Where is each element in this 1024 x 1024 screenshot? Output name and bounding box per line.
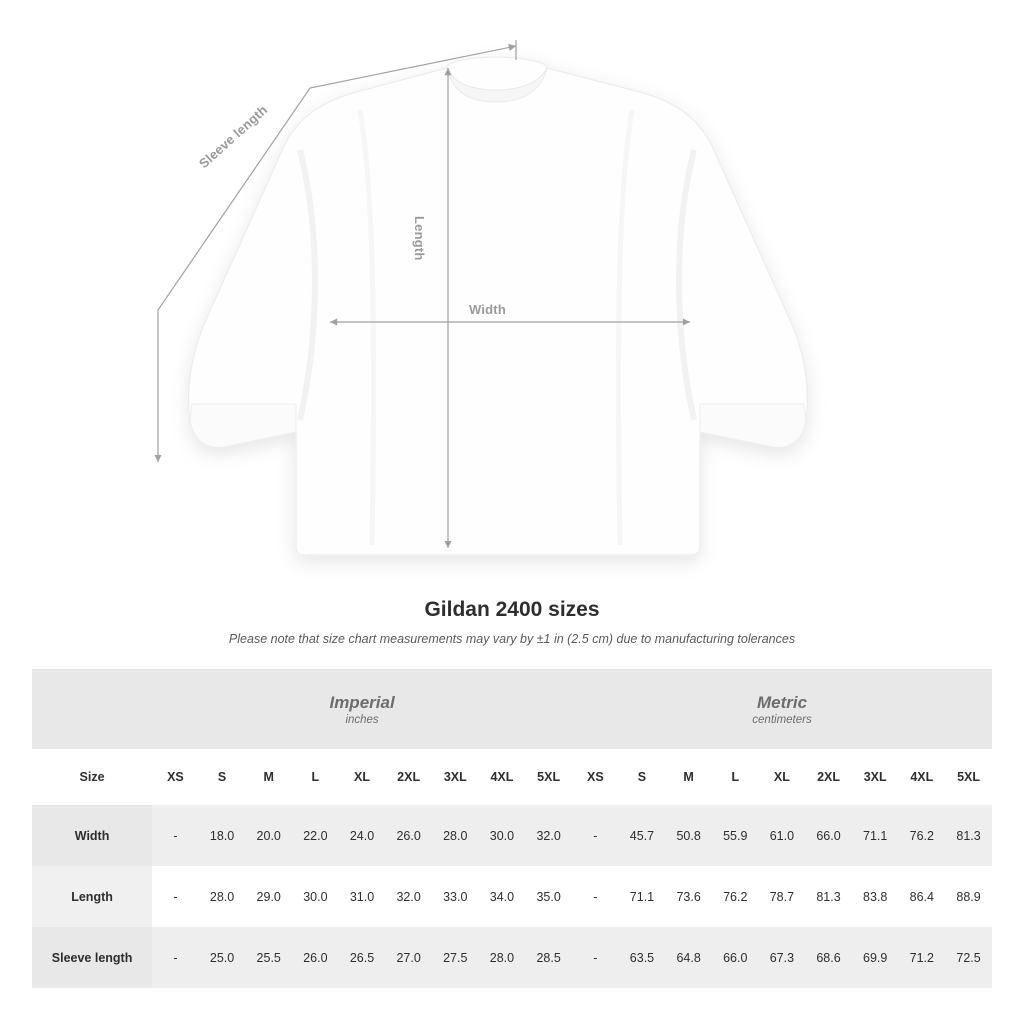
cell-sleeve-imp-5xl: 28.5 [525,927,572,988]
cell-width-imp-xs: - [152,805,199,866]
cell-length-met-xs: - [572,866,619,927]
size-header-imperial-l: L [292,749,339,805]
imperial-group-title: Imperial [329,692,395,712]
cell-sleeve-imp-s: 25.0 [199,927,246,988]
cell-sleeve-met-5xl: 72.5 [945,927,992,988]
cell-width-met-xl: 61.0 [759,805,806,866]
size-header-metric-l: L [712,749,759,805]
cell-width-imp-3xl: 28.0 [432,805,479,866]
cell-sleeve-imp-3xl: 27.5 [432,927,479,988]
title-block [0,598,1024,646]
cell-length-imp-3xl: 33.0 [432,866,479,927]
size-header-row [32,749,992,805]
size-header-label: Size [32,749,152,805]
size-header-imperial-5xl: 5XL [525,749,572,805]
table-row [32,866,992,927]
cell-length-imp-2xl: 32.0 [385,866,432,927]
cell-sleeve-imp-xl: 26.5 [339,927,386,988]
unit-header-row [32,669,992,749]
metric-group-sub: centimeters [752,714,812,727]
size-header-imperial-m: M [245,749,292,805]
size-header-imperial-s: S [199,749,246,805]
cell-length-imp-5xl: 35.0 [525,866,572,927]
sleeve-dimension-label: Sleeve length [196,102,271,172]
cell-length-met-2xl: 81.3 [805,866,852,927]
cell-length-met-m: 73.6 [665,866,712,927]
row-label-sleeve-length: Sleeve length [32,927,152,988]
cell-length-imp-xl: 31.0 [339,866,386,927]
size-header-metric-2xl: 2XL [805,749,852,805]
cell-sleeve-imp-l: 26.0 [292,927,339,988]
cell-length-met-5xl: 88.9 [945,866,992,927]
cell-width-met-4xl: 76.2 [899,805,946,866]
cell-width-imp-2xl: 26.0 [385,805,432,866]
size-header-imperial-4xl: 4XL [479,749,526,805]
width-dimension-label: Width [469,302,506,317]
cell-length-imp-xs: - [152,866,199,927]
cell-width-met-3xl: 71.1 [852,805,899,866]
cell-length-met-l: 76.2 [712,866,759,927]
cell-sleeve-met-l: 66.0 [712,927,759,988]
imperial-group-sub: inches [345,714,379,727]
size-header-imperial-2xl: 2XL [385,749,432,805]
cell-length-imp-l: 30.0 [292,866,339,927]
cell-sleeve-met-3xl: 69.9 [852,927,899,988]
cell-width-imp-m: 20.0 [245,805,292,866]
cell-width-met-2xl: 66.0 [805,805,852,866]
size-chart-table [32,669,992,988]
table-row [32,805,992,866]
page-title: Gildan 2400 sizes [424,598,600,621]
size-header-metric-4xl: 4XL [899,749,946,805]
cell-sleeve-met-xs: - [572,927,619,988]
row-label-width: Width [32,805,152,866]
cell-length-met-s: 71.1 [619,866,666,927]
cell-length-imp-m: 29.0 [245,866,292,927]
cell-sleeve-imp-xs: - [152,927,199,988]
cell-width-imp-4xl: 30.0 [479,805,526,866]
cell-length-imp-4xl: 34.0 [479,866,526,927]
size-header-metric-s: S [619,749,666,805]
tolerance-note: Please note that size chart measurements may vary by ±1 in (2.5 cm) due to manufacturing tolerances [228,632,796,646]
cell-width-met-xs: - [572,805,619,866]
size-chart-table-wrap [32,669,992,988]
cell-length-met-3xl: 83.8 [852,866,899,927]
size-header-imperial-xl: XL [339,749,386,805]
cell-width-imp-l: 22.0 [292,805,339,866]
cell-width-met-5xl: 81.3 [945,805,992,866]
cell-sleeve-imp-2xl: 27.0 [385,927,432,988]
cell-width-imp-xl: 24.0 [339,805,386,866]
size-header-imperial-3xl: 3XL [432,749,479,805]
cell-length-met-xl: 78.7 [759,866,806,927]
row-label-length: Length [32,866,152,927]
cell-sleeve-imp-4xl: 28.0 [479,927,526,988]
metric-group-cell [572,669,992,749]
cell-width-imp-5xl: 32.0 [525,805,572,866]
cell-sleeve-imp-m: 25.5 [245,927,292,988]
size-header-metric-xs: XS [572,749,619,805]
cell-sleeve-met-2xl: 68.6 [805,927,852,988]
metric-group-title: Metric [756,692,808,712]
cell-length-imp-s: 28.0 [199,866,246,927]
length-dimension-label: Length [412,216,427,261]
cell-sleeve-met-4xl: 71.2 [899,927,946,988]
size-header-metric-xl: XL [759,749,806,805]
cell-width-met-l: 55.9 [712,805,759,866]
size-header-imperial-xs: XS [152,749,199,805]
cell-sleeve-met-s: 63.5 [619,927,666,988]
cell-length-met-4xl: 86.4 [899,866,946,927]
table-row [32,927,992,988]
cell-sleeve-met-xl: 67.3 [759,927,806,988]
imperial-group-cell [152,669,572,749]
unit-spacer-cell [32,669,152,749]
cell-sleeve-met-m: 64.8 [665,927,712,988]
cell-width-met-s: 45.7 [619,805,666,866]
cell-width-imp-s: 18.0 [199,805,246,866]
size-header-metric-m: M [665,749,712,805]
size-header-metric-5xl: 5XL [945,749,992,805]
cell-width-met-m: 50.8 [665,805,712,866]
size-header-metric-3xl: 3XL [852,749,899,805]
